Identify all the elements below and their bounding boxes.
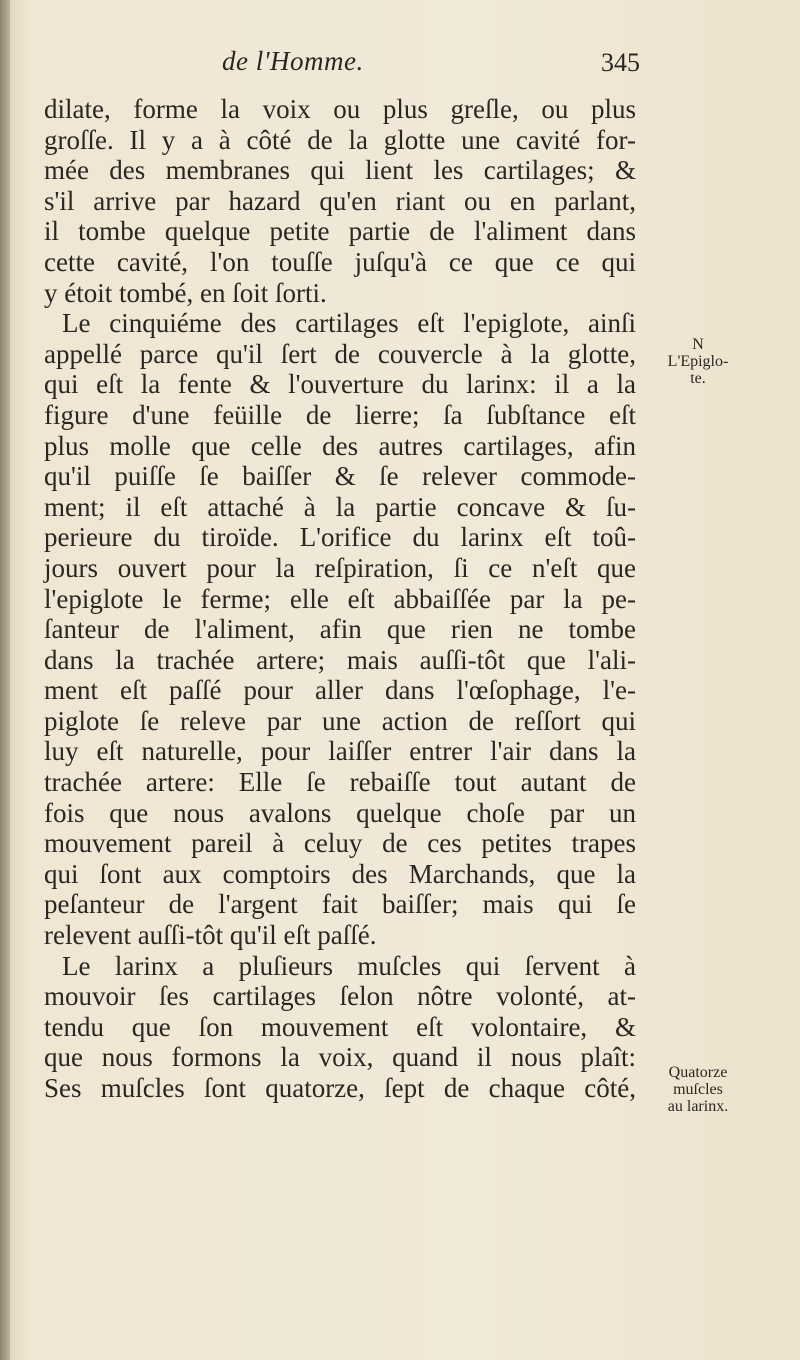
text-line: l'epiglote le ferme; elle eſt abbaiſſée par la pe-	[44, 583, 636, 614]
margin-note-epiglote	[660, 336, 736, 387]
text-line: que nous formons la voix, quand il nous plaît:	[44, 1042, 636, 1073]
text-line: ſanteur de l'aliment, afin que rien ne tombe	[44, 614, 636, 645]
text-line: mouvoir ſes cartilages ſelon nôtre volonté, at-	[44, 981, 636, 1012]
text-line: Le cinquiéme des cartilages eſt l'epiglote, ainſi	[62, 308, 636, 339]
text-line: Ses muſcles ſont quatorze, ſept de chaque côté,	[44, 1073, 636, 1103]
text-line: Le larinx a pluſieurs muſcles qui ſervent à	[62, 950, 636, 981]
body-text	[44, 94, 636, 1104]
text-line: perieure du tiroïde. L'orifice du larinx eſt toû-	[44, 522, 636, 553]
text-line: il tombe quelque petite partie de l'aliment dans	[44, 216, 636, 247]
margin-note-line: Quatorze	[668, 1064, 728, 1081]
margin-note-muscles	[648, 1064, 748, 1115]
text-line: qui ſont aux comptoirs des Marchands, que la	[44, 858, 636, 889]
text-line: relevent auſſi-tôt qu'il eſt paſſé.	[44, 920, 377, 951]
text-line: groſſe. Il y a à côté de la glotte une cavité for-	[44, 124, 636, 155]
text-line: qu'il puiſſe ſe baiſſer & ſe relever commode-	[44, 461, 636, 492]
text-line: trachée artere: Elle ſe rebaiſſe tout autant de	[44, 767, 636, 798]
text-line: jours ouvert pour la reſpiration, ſi ce n'eſt que	[44, 552, 636, 583]
text-line: qui eſt la fente & l'ouverture du larinx: il a la	[44, 369, 636, 400]
text-line: fois que nous avalons quelque choſe par un	[44, 797, 636, 828]
running-head	[60, 46, 640, 86]
text-line: piglote ſe releve par une action de reſſort qui	[44, 705, 636, 736]
margin-note-line: muſcles	[673, 1081, 723, 1098]
text-line: appellé parce qu'il ſert de couvercle à la glotte,	[44, 338, 636, 369]
text-line: mée des membranes qui lient les cartilages; &	[44, 155, 636, 186]
page-number: 345	[601, 48, 640, 77]
running-head-title: de l'Homme.	[222, 46, 364, 76]
text-line: s'il arrive par hazard qu'en riant ou en parlant,	[44, 185, 636, 216]
text-line: luy eſt naturelle, pour laiſſer entrer l'air dans la	[44, 736, 636, 767]
text-line: ment eſt paſſé pour aller dans l'œſophage, l'e-	[44, 675, 636, 706]
text-line: peſanteur de l'argent fait baiſſer; mais qui ſe	[44, 889, 636, 920]
text-line: cette cavité, l'on touſſe juſqu'à ce que ce qui	[44, 246, 636, 277]
text-line: mouvement pareil à celuy de ces petites trapes	[44, 828, 636, 859]
text-line: plus molle que celle des autres cartilages, afin	[44, 430, 636, 461]
margin-note-letter: N	[692, 336, 704, 353]
margin-note-line: L'Epiglo-	[667, 353, 729, 370]
text-line: ment; il eſt attaché à la partie concave & ſu-	[44, 491, 636, 522]
text-line: dans la trachée artere; mais auſſi-tôt que l'ali-	[44, 644, 636, 675]
text-line: tendu que ſon mouvement eſt volontaire, &	[44, 1011, 636, 1042]
margin-note-line: te.	[690, 370, 706, 387]
text-line: y étoit tombé, en ſoit ſorti.	[44, 277, 327, 308]
text-line: dilate, forme la voix ou plus greſle, ou plus	[44, 94, 636, 124]
text-line: figure d'une feüille de lierre; ſa ſubſtance eſt	[44, 399, 636, 430]
margin-note-line: au larinx.	[667, 1098, 729, 1115]
page-gutter	[0, 0, 10, 1360]
